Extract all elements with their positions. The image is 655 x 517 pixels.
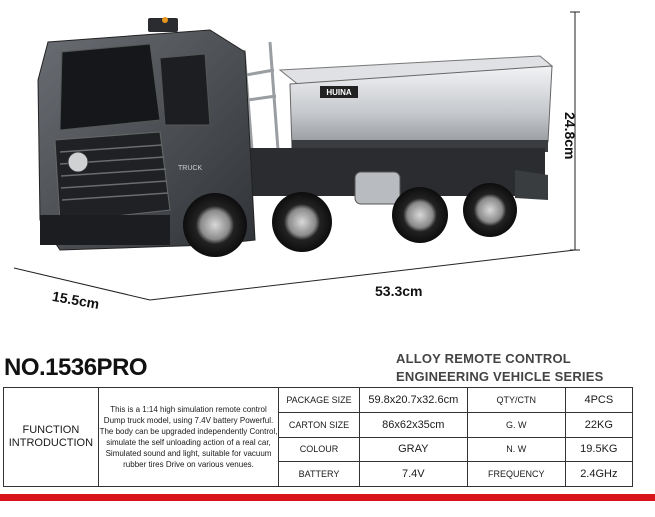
depth-dimension-label: 15.5cm bbox=[50, 287, 101, 313]
spec-value: 59.8x20.7x32.6cm bbox=[359, 388, 467, 413]
spec-value: 7.4V bbox=[359, 462, 467, 487]
spec-value: 86x62x35cm bbox=[359, 412, 467, 437]
spec-key: G. W bbox=[467, 412, 565, 437]
spec-key: COLOUR bbox=[279, 437, 360, 462]
series-title-line1: ALLOY REMOTE CONTROL bbox=[396, 351, 571, 366]
spec-value: 4PCS bbox=[565, 388, 632, 413]
dump-bed bbox=[280, 56, 552, 152]
spec-key: QTY/CTN bbox=[467, 388, 565, 413]
accent-bar bbox=[0, 494, 655, 501]
function-label bbox=[4, 388, 99, 487]
spec-key: PACKAGE SIZE bbox=[279, 388, 360, 413]
spec-key: N. W bbox=[467, 437, 565, 462]
height-dimension-label: 24.8cm bbox=[562, 112, 578, 160]
spec-key: CARTON SIZE bbox=[279, 412, 360, 437]
function-label-line1: FUNCTION bbox=[22, 424, 80, 436]
series-title-line2: ENGINEERING VEHICLE SERIES bbox=[396, 369, 604, 384]
model-number: NO.1536PRO bbox=[4, 354, 148, 381]
spec-value: 19.5KG bbox=[565, 437, 632, 462]
spec-value: 2.4GHz bbox=[565, 462, 632, 487]
fuel-tank bbox=[355, 172, 400, 204]
spec-table bbox=[3, 387, 633, 487]
spec-value: GRAY bbox=[359, 437, 467, 462]
function-label-line2: INTRODUCTION bbox=[8, 437, 94, 449]
spec-value: 22KG bbox=[565, 412, 632, 437]
brand-badge: HUINA bbox=[326, 88, 352, 97]
function-description: This is a 1:14 high simulation remote control Dump truck model, using 7.4V battery Powerful. The body can be upgraded independently Control, simulate the self unloading action of a real car, Simulated sound and light, suitable for vacuum rubber tires Drive on various venues. bbox=[98, 388, 278, 487]
cab-badge: TRUCK bbox=[178, 165, 203, 172]
series-title bbox=[396, 350, 603, 386]
table-row bbox=[4, 388, 633, 413]
spec-key: FREQUENCY bbox=[467, 462, 565, 487]
spec-key: BATTERY bbox=[279, 462, 360, 487]
width-dimension-label: 53.3cm bbox=[375, 283, 423, 299]
